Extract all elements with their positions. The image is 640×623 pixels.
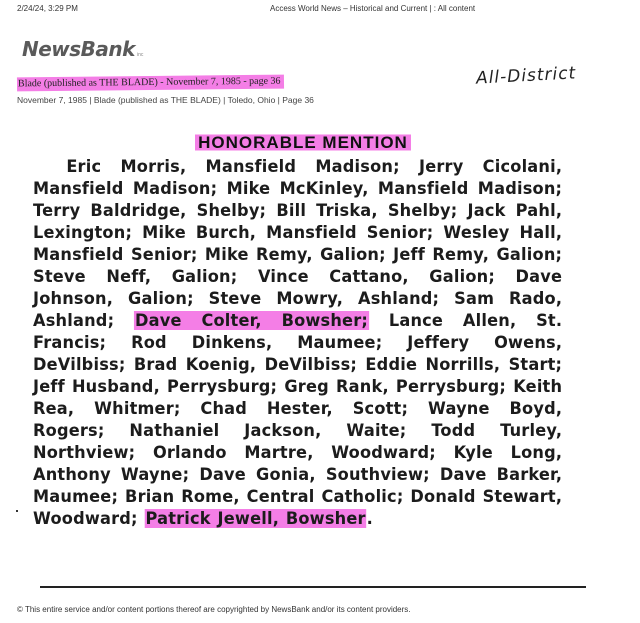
print-timestamp: 2/24/24, 3:29 PM [17, 4, 78, 13]
clipping-text-part: . [366, 509, 373, 528]
clipping-heading [33, 132, 573, 154]
highlighted-name: Patrick Jewell, Bowsher [145, 509, 366, 528]
logo-text: NewsBank [22, 37, 135, 61]
stray-mark [16, 510, 18, 512]
print-header [0, 4, 640, 16]
print-document-title: Access World News – Historical and Current | : All content [270, 4, 476, 13]
logo-suffix: inc [136, 52, 144, 58]
copyright-footer: © This entire service and/or content portions thereof are copyrighted by NewsBank and/or its content providers. [17, 605, 411, 614]
handwritten-note: All-District [475, 63, 577, 89]
newsbank-logo [22, 37, 143, 61]
clipping-heading-text: HONORABLE MENTION [195, 133, 411, 152]
newspaper-clipping [33, 132, 573, 530]
citation-title: Blade (published as THE BLADE) - November 7, 1985 - page 36 [17, 75, 284, 92]
clipping-text-part: Lance Allen, St. Francis; Rod Dinkens, Maumee; Jeffery Owens, DeVilbiss; Brad Koenig, DeVilbiss; Eddie Norrills, Start; Jeff Husband, Perrysburg; Greg Rank, Perrysburg; Keith Rea, Whitmer; Chad Hester, Scott; Wayne Boyd, Rogers; Nathaniel Jackson, Waite; Todd Turley, Northview; Orlando Martre, Woodward; Kyle Long, Anthony Wayne; Dave Gonia, Southview; Dave Barker, Maumee; Brian Rome, Central Catholic; Donald Stewart, Woodward; [33, 311, 563, 528]
divider-rule [40, 586, 586, 588]
highlighted-name: Dave Colter, Bowsher; [135, 311, 369, 330]
clipping-body [33, 156, 562, 530]
citation-source: November 7, 1985 | Blade (published as THE BLADE) | Toledo, Ohio | Page 36 [17, 95, 314, 105]
clipping-text-part: Eric Morris, Mansfield Madison; Jerry Cicolani, Mansfield Madison; Mike McKinley, Mansfield Madison; Terry Baldridge, Shelby; Bill Triska, Shelby; Jack Pahl, Lexington; Mike Burch, Mansfield Senior; Wesley Hall, Mansfield Senior; Mike Remy, Galion; Jeff Remy, Galion; Steve Neff, Galion; Vince Cattano, Galion; Dave Johnson, Galion; Steve Mowry, Ashland; Sam Rado, Ashland; [33, 157, 563, 330]
